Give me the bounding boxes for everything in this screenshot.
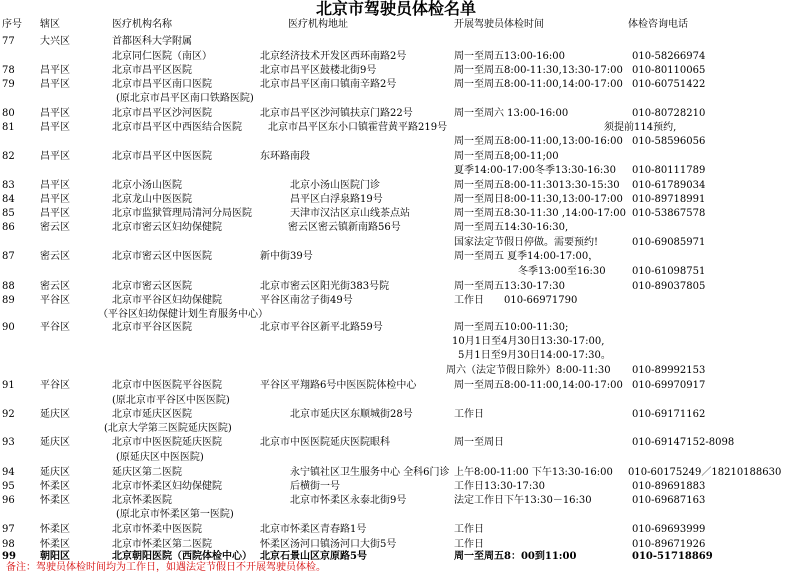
cell-district: 怀柔区 — [40, 539, 70, 550]
cell-name: 北京市延庆区医院 — [112, 409, 192, 420]
cell-address: 北京市昌平区鼓楼北街9号 — [260, 65, 377, 76]
cell-address: 北京石景山区京原路5号 — [260, 551, 367, 562]
cell-district: 密云区 — [40, 222, 70, 233]
cell-name: （平谷区妇幼保健计划生育服务中心） — [98, 309, 268, 320]
cell-name: 北京市怀柔中医医院 — [112, 524, 202, 535]
cell-num: 80 — [2, 108, 15, 119]
cell-district: 昌平区 — [40, 180, 70, 191]
cell-hours: 5月1日至9月30日14:00-17:30。 — [458, 350, 611, 361]
cell-num: 94 — [2, 467, 15, 478]
cell-hours: 周一至周五8;00-11;00 — [454, 151, 559, 162]
cell-hours: 周一至周五 夏季14:00-17:00， — [454, 251, 599, 262]
cell-phone: 010-69147152-8098 — [632, 437, 735, 448]
cell-district: 昌平区 — [40, 79, 70, 90]
footnote: 备注：驾驶员体检时间均为工作日，如遇法定节假日不开展驾驶员体检。 — [6, 562, 326, 573]
cell-name: 北京市密云区妇幼保健院 — [112, 222, 222, 233]
cell-address: 北京小汤山医院门诊 — [290, 180, 380, 191]
cell-hours: 周一至周五10:00-11:30; — [454, 322, 569, 333]
cell-num: 86 — [2, 222, 15, 233]
cell-phone: 010-58266974 — [632, 51, 706, 62]
cell-address: 平谷区南岔子街49号 — [260, 295, 353, 306]
cell-hours: 夏季14:00-17:00冬季13:30-16:30 — [454, 165, 617, 176]
cell-num: 77 — [2, 36, 15, 47]
cell-hours: 周一至周五8:30-11:30 ,14:00-17:00 — [454, 208, 627, 219]
header-name: 医疗机构名称 — [112, 19, 172, 30]
cell-district: 昌平区 — [40, 208, 70, 219]
cell-district: 大兴区 — [40, 36, 70, 47]
cell-num: 83 — [2, 180, 15, 191]
cell-address: 怀柔区汤河口镇汤河口大街5号 — [260, 539, 397, 550]
cell-hours: 周一至周五8:00-11:00,14:00-17:00 — [454, 380, 623, 391]
cell-district: 昌平区 — [40, 194, 70, 205]
cell-district: 昌平区 — [40, 108, 70, 119]
cell-phone: 010-89671926 — [632, 539, 706, 550]
cell-hours: 周一至周日8:00-11:30,13:00-17:00 — [454, 194, 623, 205]
cell-address: 北京市密云区阳光街383号院 — [260, 281, 390, 292]
cell-hours: 工作日 — [454, 524, 484, 535]
cell-name: 北京市怀柔区妇幼保健院 — [112, 481, 222, 492]
cell-phone: 010-89691883 — [632, 481, 706, 492]
cell-name: (北京大学第三医院延庆医院) — [104, 423, 232, 434]
cell-name: 北京市昌平区中西医结合医院 — [112, 122, 242, 133]
cell-address: 北京市怀柔区永泰北街9号 — [290, 495, 407, 506]
cell-hours: 工作日 — [454, 539, 484, 550]
cell-num: 91 — [2, 380, 15, 391]
cell-name: 北京朝阳医院（西院体检中心） — [112, 551, 252, 562]
cell-hours: 须提前114预约, — [604, 122, 677, 133]
cell-phone: 010-61098751 — [632, 266, 706, 277]
cell-district: 平谷区 — [40, 322, 70, 333]
cell-phone: 010-53867578 — [632, 208, 706, 219]
header-district: 辖区 — [40, 19, 60, 30]
cell-hours: 周一至周五13:00-16:00 — [454, 51, 566, 62]
cell-address: 天津市汉沽区京山线茶点站 — [290, 208, 410, 219]
cell-num: 87 — [2, 251, 15, 262]
cell-phone: 010-60751422 — [632, 79, 706, 90]
cell-num: 93 — [2, 437, 15, 448]
cell-district: 朝阳区 — [40, 551, 70, 562]
cell-district: 延庆区 — [40, 409, 70, 420]
cell-name: 北京市中医医院延庆医院 — [112, 437, 222, 448]
cell-num: 78 — [2, 65, 15, 76]
cell-name: 首都医科大学附属 — [112, 36, 192, 47]
cell-phone: 010-60175249／18210188630 — [628, 467, 782, 478]
cell-address: 北京市昌平区南口镇南辛路2号 — [260, 79, 397, 90]
cell-phone: 010-89718991 — [632, 194, 706, 205]
cell-num: 97 — [2, 524, 15, 535]
cell-phone: 010-69970917 — [632, 380, 706, 391]
cell-num: 82 — [2, 151, 15, 162]
cell-phone: 010-69085971 — [632, 237, 706, 248]
cell-name: (原北京市怀柔区第一医院) — [116, 509, 234, 520]
header-phone: 体检咨询电话 — [628, 19, 688, 30]
cell-address: 平谷区平翔路6号中医医院体检中心 — [260, 380, 417, 391]
cell-name: (原北京市平谷区中医医院) — [112, 395, 230, 406]
cell-name: (原延庆区中医医院) — [116, 452, 204, 463]
cell-num: 84 — [2, 194, 15, 205]
cell-name: 北京市怀柔区第二医院 — [112, 539, 212, 550]
cell-district: 昌平区 — [40, 151, 70, 162]
cell-hours: 工作日 — [454, 295, 484, 306]
cell-district: 怀柔区 — [40, 481, 70, 492]
cell-phone: 010-80111789 — [632, 165, 706, 176]
cell-address: 北京经济技术开发区西环南路2号 — [260, 51, 407, 62]
cell-phone: 010-69171162 — [632, 409, 706, 420]
cell-hours: 冬季13:00至16:30 — [518, 266, 606, 277]
cell-address: 永宁镇社区卫生服务中心 全科6门诊 — [290, 467, 450, 478]
cell-address: 新中街39号 — [260, 251, 313, 262]
cell-address: 密云区密云镇新南路56号 — [288, 222, 401, 233]
cell-num: 98 — [2, 539, 15, 550]
cell-district: 延庆区 — [40, 437, 70, 448]
cell-district: 延庆区 — [40, 467, 70, 478]
header-num: 序号 — [2, 19, 22, 30]
cell-address: 昌平区白浮泉路19号 — [290, 194, 383, 205]
cell-hours: 工作日13:30-17:30 — [454, 481, 546, 492]
cell-name: 北京市昌平区沙河医院 — [112, 108, 212, 119]
cell-phone: 010-69693999 — [632, 524, 706, 535]
cell-name: 北京市昌平区医院 — [112, 65, 192, 76]
cell-phone: 010-69687163 — [632, 495, 706, 506]
cell-hours: 10月1日至4月30日13:30-17:00, — [452, 336, 605, 347]
cell-phone: 010-80728210 — [632, 108, 706, 119]
cell-num: 81 — [2, 122, 15, 133]
cell-hours: 周一至周五8:00-11:00,14:00-17:00 — [454, 79, 623, 90]
cell-district: 昌平区 — [40, 65, 70, 76]
cell-num: 90 — [2, 322, 15, 333]
cell-phone: 010-89992153 — [632, 365, 706, 376]
cell-num: 89 — [2, 295, 15, 306]
page-title: 北京市驾驶员体检名单 — [315, 0, 476, 18]
cell-hours: 周一至周五14:30-16:30, — [454, 222, 569, 233]
cell-num: 92 — [2, 409, 15, 420]
cell-num: 79 — [2, 79, 15, 90]
header-hours: 开展驾驶员体检时间 — [454, 19, 544, 30]
cell-district: 昌平区 — [40, 122, 70, 133]
cell-num: 85 — [2, 208, 15, 219]
cell-name: 北京小汤山医院 — [112, 180, 182, 191]
cell-phone: 010-61789034 — [632, 180, 706, 191]
cell-hours: 周一至周日 — [454, 437, 504, 448]
cell-num: 95 — [2, 481, 15, 492]
cell-hours: 法定工作日下午13:30－16:30 — [454, 495, 592, 506]
cell-hours: 周一至周五8:00-11:3013:30-15:30 — [454, 180, 620, 191]
cell-district: 怀柔区 — [40, 495, 70, 506]
cell-district: 怀柔区 — [40, 524, 70, 535]
cell-num: 99 — [2, 551, 16, 562]
cell-address: 东环路南段 — [260, 151, 310, 162]
cell-num: 88 — [2, 281, 15, 292]
cell-phone: 010-58596056 — [632, 136, 706, 147]
cell-address: 北京市怀柔区青春路1号 — [260, 524, 367, 535]
cell-address: 北京市昌平区东小口镇霍营黄平路219号 — [268, 122, 448, 133]
cell-address: 北京市平谷区新平北路59号 — [260, 322, 383, 333]
cell-name: 北京市平谷区医院 — [112, 322, 192, 333]
cell-district: 平谷区 — [40, 380, 70, 391]
cell-name: 北京龙山中医医院 — [112, 194, 192, 205]
cell-name: 北京市密云区医院 — [112, 281, 192, 292]
cell-hours: 周一至周六 13:00-16:00 — [454, 108, 569, 119]
cell-name: 北京市昌平区南口医院 — [112, 79, 212, 90]
cell-address: 北京市昌平区沙河镇扶京门路22号 — [260, 108, 413, 119]
cell-phone: 010-66971790 — [504, 295, 578, 306]
cell-hours: 周一至周五8：00到11:00 — [454, 551, 577, 562]
cell-name: 北京市平谷区妇幼保健院 — [112, 295, 222, 306]
cell-address: 北京市中医医院延庆医院眼科 — [260, 437, 390, 448]
cell-name: 北京怀柔医院 — [112, 495, 172, 506]
cell-phone: 010-51718869 — [632, 551, 713, 562]
cell-hours: 工作日 — [454, 409, 484, 420]
cell-name: 延庆区第二医院 — [112, 467, 182, 478]
cell-hours: 周一至周五8:00-11:00,13:00-16:00 — [454, 136, 623, 147]
cell-district: 密云区 — [40, 251, 70, 262]
cell-hours: 上午8:00-11:00 下午13:30-16:00 — [454, 467, 613, 478]
cell-name: 北京市中医医院平谷医院 — [112, 380, 222, 391]
cell-name: (原北京市昌平区南口铁路医院) — [116, 93, 254, 104]
cell-address: 北京市延庆区东顺城街28号 — [290, 409, 413, 420]
cell-address: 后横街一号 — [290, 481, 340, 492]
cell-phone: 010-80110065 — [632, 65, 706, 76]
cell-name: 北京市密云区中医医院 — [112, 251, 212, 262]
cell-hours: 周一至周五13:30-17:30 — [454, 281, 566, 292]
header-address: 医疗机构地址 — [288, 19, 348, 30]
cell-district: 平谷区 — [40, 295, 70, 306]
cell-name: 北京市监狱管理局清河分局医院 — [112, 208, 252, 219]
cell-district: 密云区 — [40, 281, 70, 292]
cell-name: 北京市昌平区中医医院 — [112, 151, 212, 162]
cell-hours: 周一至周五8:00-11:30,13:30-17:00 — [454, 65, 623, 76]
cell-num: 96 — [2, 495, 15, 506]
cell-phone: 010-89037805 — [632, 281, 706, 292]
cell-name: 北京同仁医院（南区） — [112, 51, 212, 62]
cell-hours: 周六（法定节假日除外）8:00-11:30 — [446, 365, 611, 376]
cell-hours: 国家法定节假日停做。需要预约! — [454, 237, 599, 248]
